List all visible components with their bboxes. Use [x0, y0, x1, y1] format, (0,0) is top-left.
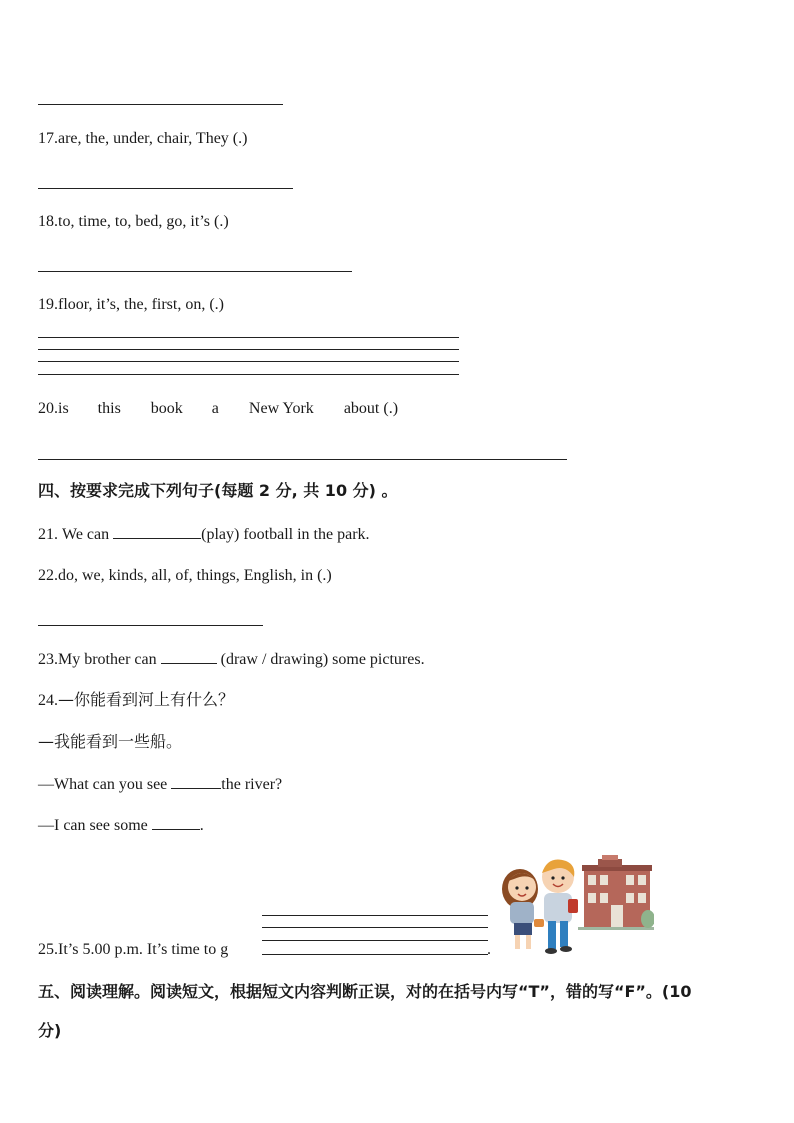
- word: is: [58, 400, 69, 417]
- question-21: [38, 524, 370, 545]
- question-20: [38, 399, 398, 419]
- question-text-after: (play) football in the park.: [201, 526, 370, 543]
- question-24-en1: [38, 774, 282, 795]
- chinese-prompt-1: —你能看到河上有什么？: [58, 690, 235, 709]
- boy-icon: [542, 860, 578, 955]
- question-number: 17.: [38, 130, 58, 147]
- question-text-before: —What can you see: [38, 776, 172, 793]
- answer-line-17[interactable]: [38, 188, 293, 189]
- chinese-prompt-2: —我能看到一些船。: [38, 732, 183, 751]
- fill-blank[interactable]: [152, 815, 200, 830]
- question-number: 21.: [38, 526, 58, 543]
- question-text: It’s 5.00 p.m. It’s time to g: [58, 941, 229, 958]
- question-text: to, time, to, bed, go, it’s (.): [58, 213, 229, 230]
- school-building-icon: [578, 855, 654, 930]
- answer-line-22[interactable]: [38, 625, 263, 626]
- question-25-end: [487, 940, 491, 960]
- answer-line-20[interactable]: [38, 459, 567, 460]
- word: about (.): [343, 400, 399, 417]
- word: a: [211, 400, 219, 417]
- period: .: [487, 941, 491, 958]
- question-25: [38, 940, 228, 960]
- girl-icon: [502, 869, 544, 949]
- question-text-after: the river?: [221, 776, 283, 793]
- question-text-after: (draw / drawing) some pictures.: [216, 651, 425, 668]
- question-23: [38, 649, 425, 670]
- question-text-after: .: [199, 817, 204, 834]
- question-text-before: —I can see some: [38, 817, 152, 834]
- question-24: [38, 690, 234, 711]
- answer-line-19b[interactable]: [38, 349, 459, 350]
- question-text-before: We can: [62, 526, 114, 543]
- question-number: 20.: [38, 400, 58, 417]
- answer-line-19d[interactable]: [38, 374, 459, 375]
- answer-line-25a[interactable]: [262, 915, 488, 916]
- answer-line-19a[interactable]: [38, 337, 459, 338]
- answer-line-16[interactable]: [38, 104, 283, 105]
- fill-blank[interactable]: [113, 524, 201, 539]
- question-22: [38, 566, 332, 586]
- answer-line-25b[interactable]: [262, 927, 488, 928]
- fill-blank[interactable]: [161, 649, 217, 664]
- answer-line-18[interactable]: [38, 271, 352, 272]
- question-number: 19.: [38, 296, 58, 313]
- question-number: 24.: [38, 692, 58, 709]
- question-24-cn2: [38, 732, 182, 752]
- answer-line-19c[interactable]: [38, 361, 459, 362]
- section-5-title-line1: 五、阅读理解。阅读短文，根据短文内容判断正误，对的在括号内写“T”，错的写“F”。(10: [38, 982, 692, 1001]
- question-text-before: My brother can: [58, 651, 161, 668]
- kids-school-illustration: [498, 855, 654, 955]
- question-number: 18.: [38, 213, 58, 230]
- question-17: [38, 129, 247, 149]
- question-text: floor, it’s, the, first, on, (.): [58, 296, 224, 313]
- question-text: are, the, under, chair, They (.): [58, 130, 248, 147]
- fill-blank[interactable]: [171, 774, 221, 789]
- question-19: [38, 295, 224, 315]
- section-4-title: 四、按要求完成下列句子(每题 2 分, 共 10 分) 。: [38, 481, 398, 500]
- answer-line-25d[interactable]: [262, 954, 488, 955]
- question-24-en2: [38, 815, 204, 836]
- question-number: 22.: [38, 567, 58, 584]
- question-18: [38, 212, 229, 232]
- question-number: 25.: [38, 941, 58, 958]
- word: book: [150, 400, 183, 417]
- question-text: do, we, kinds, all, of, things, English, in (.): [58, 567, 332, 584]
- question-number: 23.: [38, 651, 58, 668]
- word: New York: [248, 400, 314, 417]
- answer-line-25c[interactable]: [262, 940, 488, 941]
- section-5-title-line2: 分): [38, 1021, 62, 1040]
- word: this: [97, 400, 121, 417]
